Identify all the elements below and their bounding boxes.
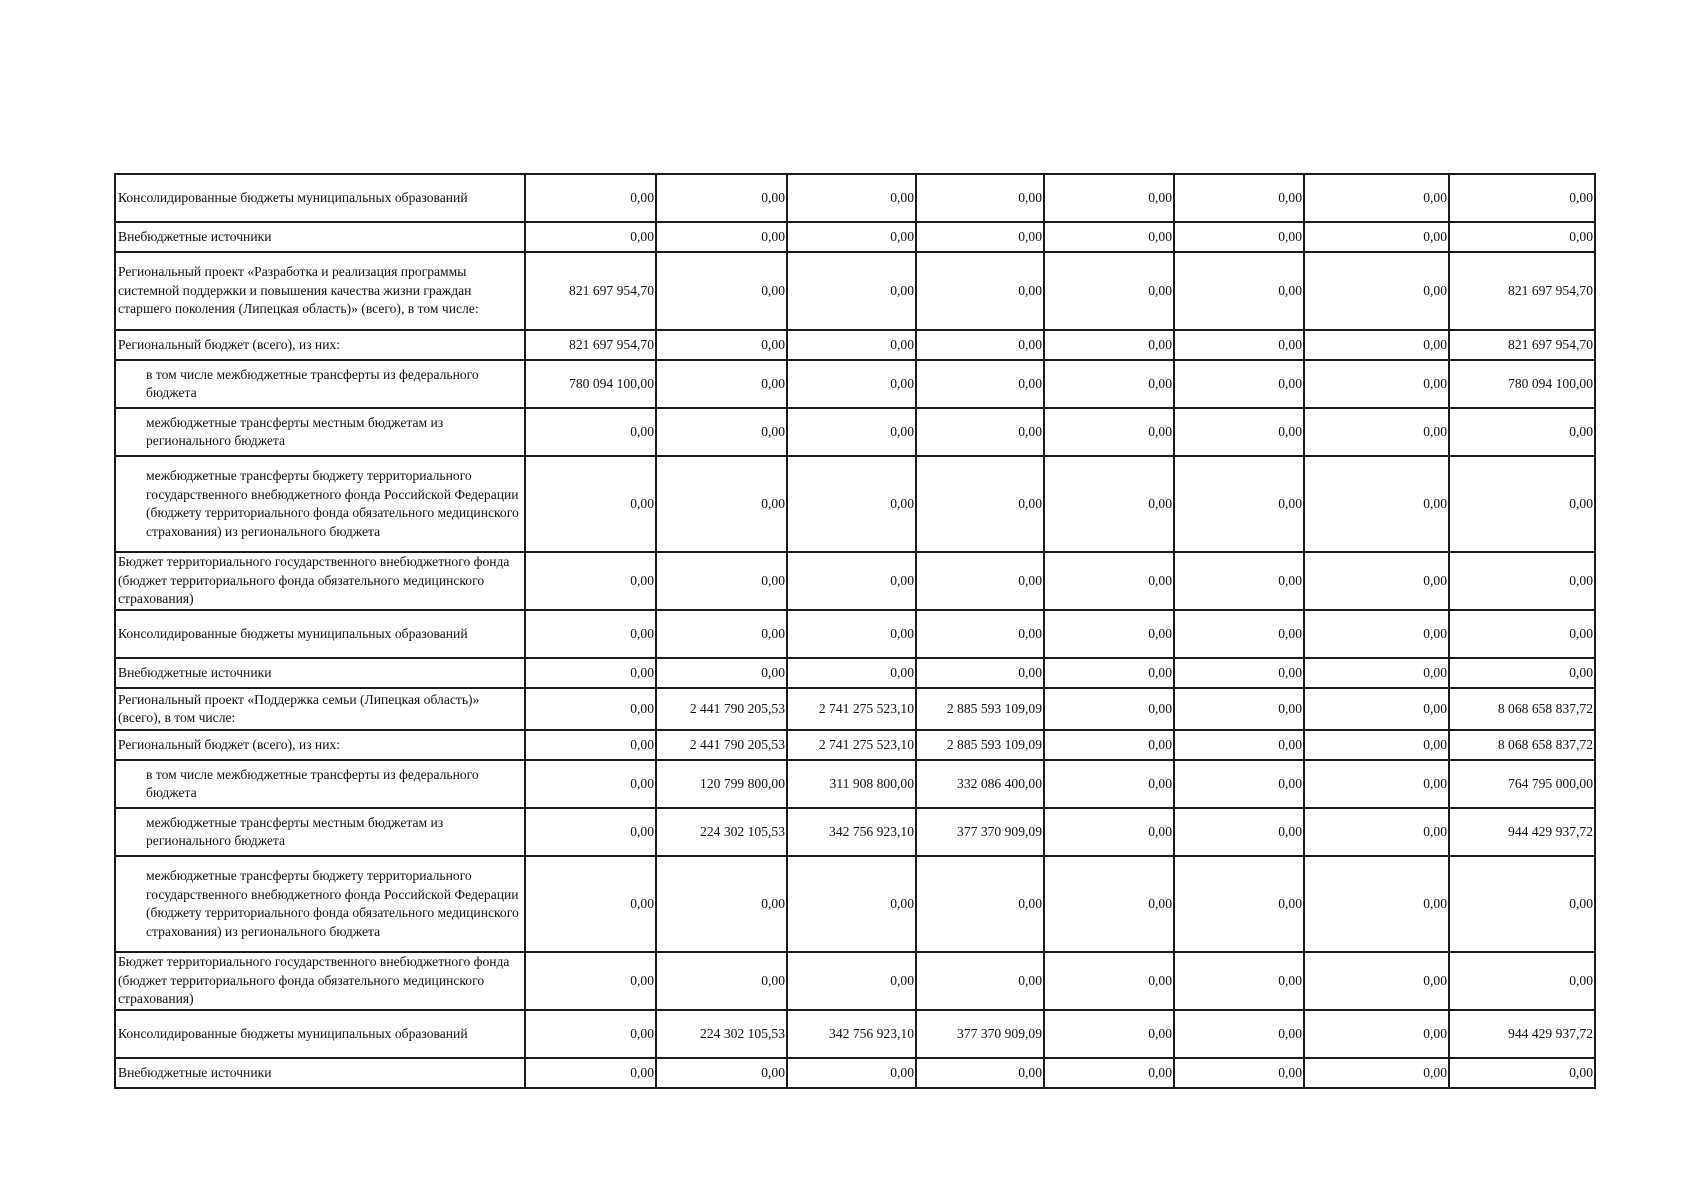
value-cell: 0,00 <box>1044 658 1174 688</box>
value-cell: 0,00 <box>525 952 656 1010</box>
value-cell: 0,00 <box>1174 808 1304 856</box>
value-cell: 0,00 <box>787 952 916 1010</box>
row-label: Бюджет территориального государственного внебюджетного фонда (бюджет территориального фонда обязательного медицинского страхования) <box>115 952 525 1010</box>
value-cell: 0,00 <box>525 730 656 760</box>
value-cell: 0,00 <box>1449 610 1595 658</box>
value-cell: 0,00 <box>525 1058 656 1088</box>
value-cell: 0,00 <box>787 252 916 330</box>
value-cell: 0,00 <box>916 952 1044 1010</box>
value-cell: 0,00 <box>525 658 656 688</box>
value-cell: 0,00 <box>1304 222 1449 252</box>
value-cell: 0,00 <box>916 658 1044 688</box>
value-cell: 0,00 <box>1304 760 1449 808</box>
table-row <box>115 222 1595 252</box>
value-cell: 0,00 <box>1044 952 1174 1010</box>
row-label: в том числе межбюджетные трансферты из федерального бюджета <box>115 760 525 808</box>
value-cell: 0,00 <box>916 174 1044 222</box>
value-cell: 0,00 <box>1304 408 1449 456</box>
value-cell: 0,00 <box>525 1010 656 1058</box>
value-cell: 0,00 <box>1304 658 1449 688</box>
table-row <box>115 252 1595 330</box>
value-cell: 2 885 593 109,09 <box>916 688 1044 730</box>
value-cell: 0,00 <box>1449 1058 1595 1088</box>
value-cell: 0,00 <box>525 808 656 856</box>
value-cell: 0,00 <box>656 408 787 456</box>
row-label: Консолидированные бюджеты муниципальных образований <box>115 174 525 222</box>
value-cell: 780 094 100,00 <box>525 360 656 408</box>
value-cell: 0,00 <box>916 856 1044 952</box>
value-cell: 0,00 <box>1044 730 1174 760</box>
row-label: в том числе межбюджетные трансферты из федерального бюджета <box>115 360 525 408</box>
row-label: Региональный бюджет (всего), из них: <box>115 730 525 760</box>
value-cell: 2 741 275 523,10 <box>787 730 916 760</box>
value-cell: 0,00 <box>787 408 916 456</box>
value-cell: 0,00 <box>1044 252 1174 330</box>
row-label: Внебюджетные источники <box>115 1058 525 1088</box>
value-cell: 0,00 <box>1304 552 1449 610</box>
table-row <box>115 1058 1595 1088</box>
table-row <box>115 658 1595 688</box>
value-cell: 2 741 275 523,10 <box>787 688 916 730</box>
value-cell: 0,00 <box>656 552 787 610</box>
value-cell: 0,00 <box>787 856 916 952</box>
value-cell: 0,00 <box>656 174 787 222</box>
row-label: межбюджетные трансферты бюджету территориального государственного внебюджетного фонда Российской Федерации (бюджету территориального фонда обязательного медицинского страхования) из регионального бюджета <box>115 856 525 952</box>
value-cell: 0,00 <box>916 1058 1044 1088</box>
table-row <box>115 408 1595 456</box>
value-cell: 0,00 <box>787 174 916 222</box>
value-cell: 0,00 <box>1044 610 1174 658</box>
value-cell: 821 697 954,70 <box>525 330 656 360</box>
value-cell: 0,00 <box>916 222 1044 252</box>
value-cell: 0,00 <box>787 330 916 360</box>
budget-table <box>114 173 1596 1089</box>
value-cell: 0,00 <box>525 222 656 252</box>
value-cell: 0,00 <box>525 856 656 952</box>
value-cell: 0,00 <box>787 222 916 252</box>
value-cell: 0,00 <box>1449 456 1595 552</box>
value-cell: 342 756 923,10 <box>787 808 916 856</box>
value-cell: 0,00 <box>916 552 1044 610</box>
value-cell: 377 370 909,09 <box>916 808 1044 856</box>
value-cell: 0,00 <box>656 952 787 1010</box>
value-cell: 0,00 <box>1044 360 1174 408</box>
value-cell: 0,00 <box>656 456 787 552</box>
table-row <box>115 760 1595 808</box>
value-cell: 780 094 100,00 <box>1449 360 1595 408</box>
value-cell: 0,00 <box>1044 688 1174 730</box>
value-cell: 0,00 <box>525 552 656 610</box>
value-cell: 0,00 <box>1044 222 1174 252</box>
value-cell: 0,00 <box>1449 552 1595 610</box>
value-cell: 821 697 954,70 <box>1449 252 1595 330</box>
value-cell: 821 697 954,70 <box>1449 330 1595 360</box>
table-row <box>115 330 1595 360</box>
row-label: межбюджетные трансферты бюджету территориального государственного внебюджетного фонда Российской Федерации (бюджету территориального фонда обязательного медицинского страхования) из регионального бюджета <box>115 456 525 552</box>
table-row <box>115 1010 1595 1058</box>
value-cell: 0,00 <box>1174 408 1304 456</box>
table-row <box>115 552 1595 610</box>
value-cell: 0,00 <box>1174 174 1304 222</box>
value-cell: 0,00 <box>1449 174 1595 222</box>
value-cell: 0,00 <box>787 552 916 610</box>
value-cell: 0,00 <box>1044 856 1174 952</box>
value-cell: 0,00 <box>1449 952 1595 1010</box>
budget-table-body <box>115 174 1595 1088</box>
table-row <box>115 174 1595 222</box>
value-cell: 0,00 <box>656 360 787 408</box>
table-row <box>115 360 1595 408</box>
value-cell: 0,00 <box>1304 808 1449 856</box>
value-cell: 0,00 <box>1449 408 1595 456</box>
value-cell: 0,00 <box>1304 1010 1449 1058</box>
value-cell: 0,00 <box>525 610 656 658</box>
value-cell: 0,00 <box>1304 174 1449 222</box>
value-cell: 764 795 000,00 <box>1449 760 1595 808</box>
value-cell: 0,00 <box>916 360 1044 408</box>
value-cell: 0,00 <box>1174 456 1304 552</box>
value-cell: 8 068 658 837,72 <box>1449 688 1595 730</box>
value-cell: 0,00 <box>1304 688 1449 730</box>
value-cell: 0,00 <box>1449 856 1595 952</box>
value-cell: 0,00 <box>1174 688 1304 730</box>
value-cell: 0,00 <box>656 1058 787 1088</box>
value-cell: 944 429 937,72 <box>1449 808 1595 856</box>
value-cell: 0,00 <box>525 760 656 808</box>
row-label: Региональный проект «Разработка и реализация программы системной поддержки и повышения качества жизни граждан старшего поколения (Липецкая область)» (всего), в том числе: <box>115 252 525 330</box>
value-cell: 0,00 <box>1304 330 1449 360</box>
value-cell: 0,00 <box>1044 1058 1174 1088</box>
table-row <box>115 952 1595 1010</box>
value-cell: 0,00 <box>1174 658 1304 688</box>
value-cell: 0,00 <box>916 456 1044 552</box>
value-cell: 0,00 <box>1304 952 1449 1010</box>
row-label: Внебюджетные источники <box>115 222 525 252</box>
table-row <box>115 856 1595 952</box>
row-label: Бюджет территориального государственного внебюджетного фонда (бюджет территориального фонда обязательного медицинского страхования) <box>115 552 525 610</box>
value-cell: 0,00 <box>1174 552 1304 610</box>
value-cell: 224 302 105,53 <box>656 1010 787 1058</box>
value-cell: 377 370 909,09 <box>916 1010 1044 1058</box>
value-cell: 0,00 <box>525 688 656 730</box>
value-cell: 0,00 <box>787 610 916 658</box>
value-cell: 0,00 <box>1304 252 1449 330</box>
value-cell: 0,00 <box>656 610 787 658</box>
value-cell: 821 697 954,70 <box>525 252 656 330</box>
value-cell: 0,00 <box>1174 222 1304 252</box>
value-cell: 0,00 <box>916 330 1044 360</box>
value-cell: 0,00 <box>1174 360 1304 408</box>
value-cell: 0,00 <box>1044 808 1174 856</box>
value-cell: 8 068 658 837,72 <box>1449 730 1595 760</box>
value-cell: 0,00 <box>1174 952 1304 1010</box>
value-cell: 0,00 <box>916 252 1044 330</box>
row-label: Региональный бюджет (всего), из них: <box>115 330 525 360</box>
value-cell: 120 799 800,00 <box>656 760 787 808</box>
value-cell: 0,00 <box>1044 330 1174 360</box>
value-cell: 0,00 <box>1174 252 1304 330</box>
value-cell: 2 441 790 205,53 <box>656 730 787 760</box>
value-cell: 0,00 <box>1174 760 1304 808</box>
row-label: Консолидированные бюджеты муниципальных образований <box>115 610 525 658</box>
value-cell: 0,00 <box>1174 856 1304 952</box>
value-cell: 0,00 <box>1449 222 1595 252</box>
value-cell: 0,00 <box>1174 1058 1304 1088</box>
value-cell: 0,00 <box>525 174 656 222</box>
value-cell: 0,00 <box>1304 856 1449 952</box>
value-cell: 2 885 593 109,09 <box>916 730 1044 760</box>
value-cell: 0,00 <box>656 222 787 252</box>
value-cell: 0,00 <box>1304 730 1449 760</box>
value-cell: 0,00 <box>656 856 787 952</box>
value-cell: 0,00 <box>656 658 787 688</box>
value-cell: 2 441 790 205,53 <box>656 688 787 730</box>
value-cell: 0,00 <box>525 456 656 552</box>
value-cell: 224 302 105,53 <box>656 808 787 856</box>
row-label: межбюджетные трансферты местным бюджетам из регионального бюджета <box>115 408 525 456</box>
table-row <box>115 730 1595 760</box>
row-label: межбюджетные трансферты местным бюджетам из регионального бюджета <box>115 808 525 856</box>
row-label: Региональный проект «Поддержка семьи (Липецкая область)» (всего), в том числе: <box>115 688 525 730</box>
value-cell: 0,00 <box>916 408 1044 456</box>
value-cell: 0,00 <box>1304 456 1449 552</box>
row-label: Консолидированные бюджеты муниципальных образований <box>115 1010 525 1058</box>
value-cell: 311 908 800,00 <box>787 760 916 808</box>
value-cell: 0,00 <box>1044 552 1174 610</box>
table-row <box>115 610 1595 658</box>
value-cell: 0,00 <box>525 408 656 456</box>
table-row <box>115 688 1595 730</box>
row-label: Внебюджетные источники <box>115 658 525 688</box>
value-cell: 0,00 <box>787 360 916 408</box>
value-cell: 0,00 <box>1304 610 1449 658</box>
value-cell: 0,00 <box>916 610 1044 658</box>
value-cell: 0,00 <box>787 1058 916 1088</box>
value-cell: 0,00 <box>1044 1010 1174 1058</box>
value-cell: 332 086 400,00 <box>916 760 1044 808</box>
value-cell: 0,00 <box>787 456 916 552</box>
value-cell: 944 429 937,72 <box>1449 1010 1595 1058</box>
value-cell: 0,00 <box>1044 760 1174 808</box>
value-cell: 0,00 <box>1304 1058 1449 1088</box>
value-cell: 0,00 <box>1044 174 1174 222</box>
value-cell: 0,00 <box>787 658 916 688</box>
value-cell: 0,00 <box>1449 658 1595 688</box>
table-row <box>115 808 1595 856</box>
value-cell: 342 756 923,10 <box>787 1010 916 1058</box>
value-cell: 0,00 <box>656 252 787 330</box>
value-cell: 0,00 <box>1174 730 1304 760</box>
value-cell: 0,00 <box>1044 408 1174 456</box>
value-cell: 0,00 <box>1174 610 1304 658</box>
value-cell: 0,00 <box>656 330 787 360</box>
value-cell: 0,00 <box>1044 456 1174 552</box>
value-cell: 0,00 <box>1174 330 1304 360</box>
value-cell: 0,00 <box>1304 360 1449 408</box>
value-cell: 0,00 <box>1174 1010 1304 1058</box>
table-row <box>115 456 1595 552</box>
